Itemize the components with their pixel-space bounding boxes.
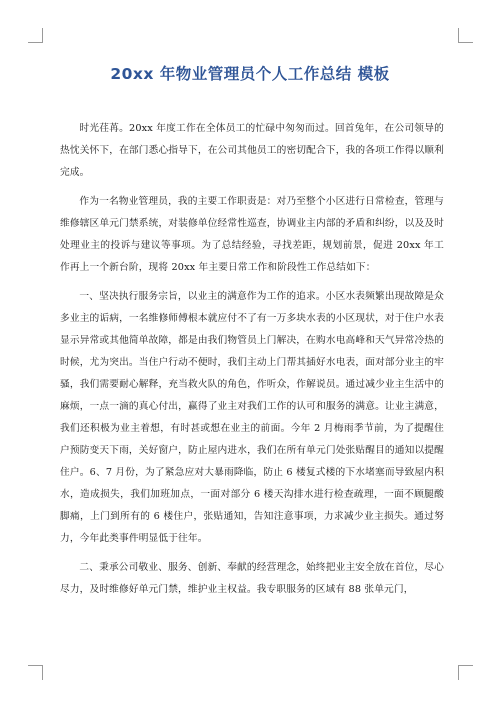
crop-mark-bottom-left — [28, 665, 43, 680]
crop-mark-top-left — [28, 28, 43, 43]
paragraph-intro: 时光荏苒。20xx 年度工作在全体员工的忙碌中匆匆而过。回首兔年，在公司领导的热忱关怀下，在部门悉心指导下，在公司其他员工的密切配合下，我的各项工作得以顺利完成。 — [60, 123, 444, 178]
paragraph-section-two: 二、秉承公司敬业、服务、创新、奉献的经营理念，始终把业主安全放在首位，尽心尽力，及时维修好单元门禁，维护业主权益。我专职服务的区域有 88 张单元门， — [60, 562, 444, 595]
crop-mark-top-right — [458, 28, 473, 43]
paragraph-duties: 作为一名物业管理员，我的主要工作职责是：对乃至整个小区进行日常检查，管理与维修辖区单元门禁系统，对装修单位经常性巡查，协调业主内部的矛盾和纠纷，以及及时处理业主的投诉与建议等事项。为了总结经验，寻找差距，规划前景，促进 20xx 年工作再上一个新台阶，现将 20xx 年主要日常工作和阶段性工作总结如下： — [60, 196, 444, 273]
paragraph-section-one: 一、坚决执行服务宗旨，以业主的满意作为工作的追求。小区水表频繁出现故障是众多业主的诟病，一名维修师傅根本就应付不了有一万多块水表的小区现状，对于住户水表显示异常或其他简单故障，都是由我们物管员上门解决，在购水电高峰和天气异常冷热的时候，尤为突出。当住户行动不便时，我们主动上门帮其插好水电表，面对部分业主的牢骚，我们需要耐心解释，充当救火队的角色，作听众，作解说员。通过减少业主生活中的麻烦，一点一滴的真心付出，赢得了业主对我们工作的认可和服务的满意。让业主满意，我们还积极为业主着想，有时甚或想在业主的前面。今年 2 月梅雨季节前，为了提醒住户预防变天下雨，关好窗户，防止屋内进水，我们在所有单元门处张贴醒目的通知以提醒住户。6、7 月份，为了紧急应对大暴雨降临，防止 6 楼复式楼的下水堵塞而导致屋内积水，造成损失，我们加班加点，一面对部分 6 楼天沟排水进行检查疏理，一面不顾腿酸脚痛，上门到所有的 6 楼住户，张贴通知，告知注意事项，力求减少业主损失。通过努力，今年此类事件明显低于往年。 — [60, 291, 444, 544]
document-body — [60, 118, 444, 601]
document-title: 20xx 年物业管理员个人工作总结 模板 — [110, 65, 390, 83]
crop-mark-bottom-right — [458, 665, 473, 680]
